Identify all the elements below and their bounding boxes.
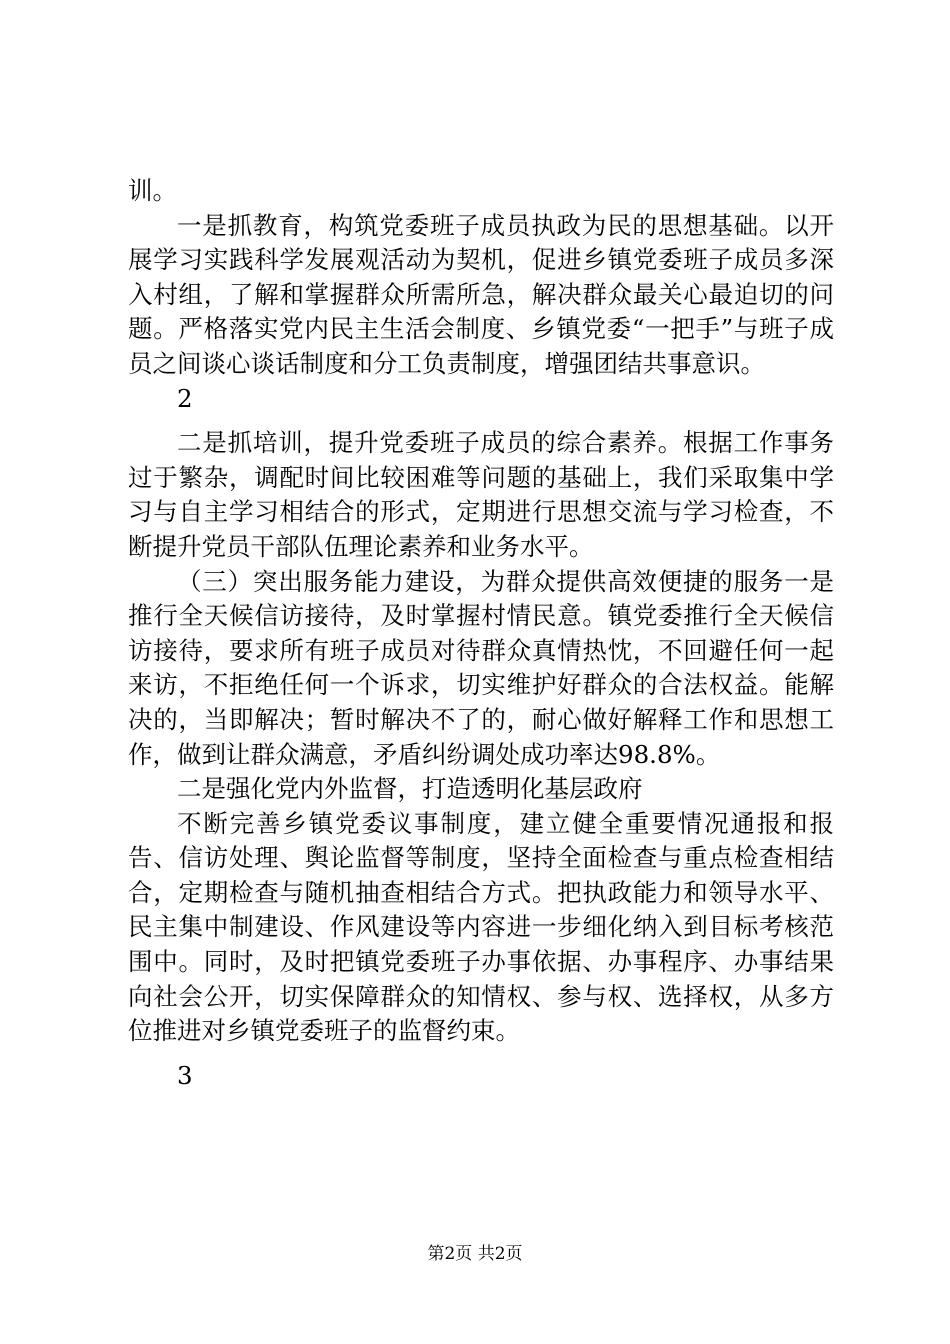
paragraph-supervision-heading: 二是强化党内外监督，打造透明化基层政府 <box>177 774 643 804</box>
paragraph-training: 二是抓培训，提升党委班子成员的综合素养。根据工作事务过于繁杂，调配时间比较困难等问题的基础上，我们采取集中学习与自主学习相结合的形式，定期进行思想交流与学习检查，不断提升党员干部队伍理论素养和业务水平。 <box>128 428 834 561</box>
paragraph-service: （三）突出服务能力建设，为群众提供高效便捷的服务一是推行全天候信访接待，及时掌握村情民意。镇党委推行全天候信访接待，要求所有班子成员对待群众真情热忱，不回避任何一起来访，不拒绝任何一个诉求，切实维护好群众的合法权益。能解决的，当即解决；暂时解决不了的，耐心做好解释工作和思想工作，做到让群众满意，矛盾纠纷调处成功率达98.8%。 <box>128 566 834 769</box>
document-body <box>128 174 834 1093</box>
paragraph-supervision: 不断完善乡镇党委议事制度，建立健全重要情况通报和报告、信访处理、舆论监督等制度，坚持全面检查与重点检查相结合，定期检查与随机抽查相结合方式。把执政能力和领导水平、民主集中制建设、作风建设等内容进一步细化纳入到目标考核范围中。同时，及时把镇党委班子办事依据、办事程序、办事结果向社会公开，切实保障群众的知情权、参与权、选择权，从多方位推进对乡镇党委班子的监督约束。 <box>128 808 834 1046</box>
paragraph-continuation: 训。 <box>128 176 177 205</box>
inline-page-number: 3 <box>177 1060 193 1090</box>
page-footer: 第2页 共2页 <box>427 1244 523 1264</box>
paragraph-education: 一是抓教育，构筑党委班子成员执政为民的思想基础。以开展学习实践科学发展观活动为契机，促进乡镇党委班子成员多深入村组，了解和掌握群众所需所急，解决群众最关心最迫切的问题。严格落实党内民主生活会制度、乡镇党委“一把手”与班子成员之间谈心谈话制度和分工负责制度，增强团结共事意识。 <box>128 210 834 378</box>
inline-page-number: 2 <box>177 383 193 413</box>
